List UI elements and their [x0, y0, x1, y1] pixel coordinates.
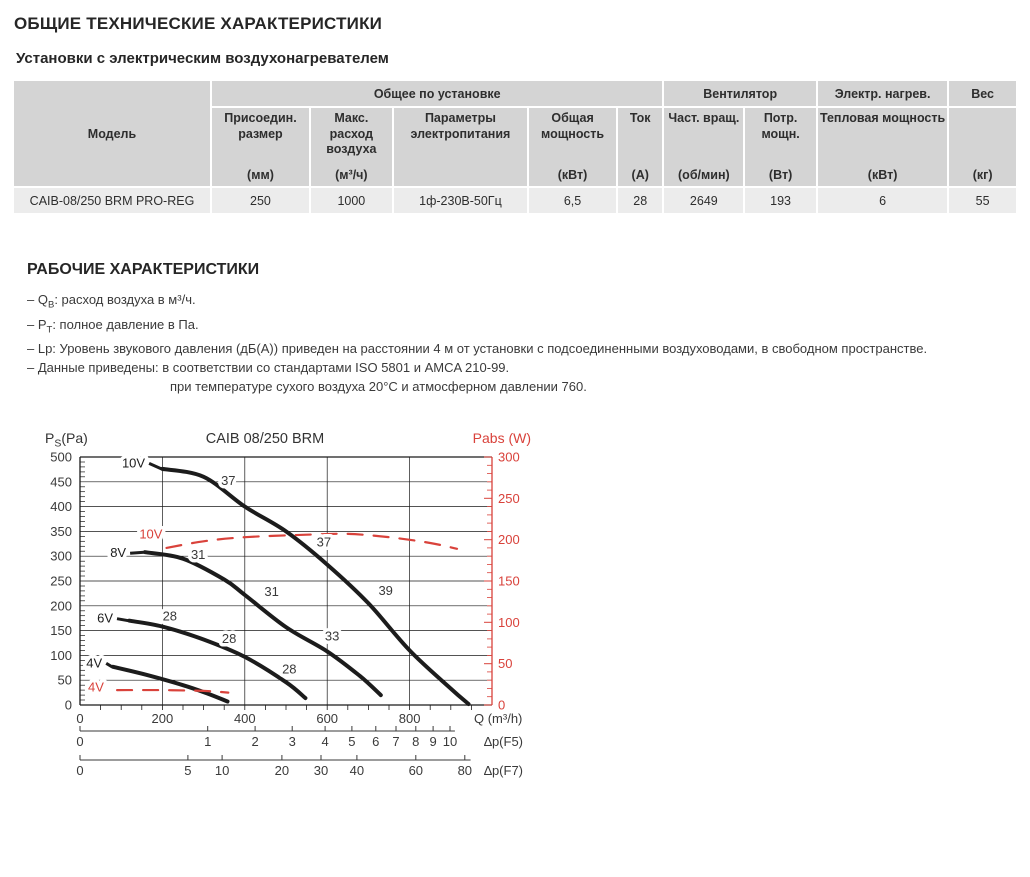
column-header-size: Присоедин. размер (мм) — [212, 108, 309, 186]
column-header-current: Ток (А) — [618, 108, 662, 186]
svg-text:300: 300 — [50, 548, 72, 564]
cell-heat-power: 6 — [818, 188, 947, 213]
cell-total-power: 6,5 — [529, 188, 616, 213]
performance-chart — [30, 424, 550, 790]
svg-text:200: 200 — [50, 598, 72, 614]
svg-text:31: 31 — [264, 583, 279, 599]
column-header-airflow: Макс. расход воздуха (м³/ч) — [311, 108, 392, 186]
svg-text:200: 200 — [498, 532, 520, 548]
cell-current: 28 — [618, 188, 662, 213]
svg-text:0: 0 — [498, 697, 506, 713]
cell-rpm: 2649 — [664, 188, 743, 213]
note-pressure: – $P_Т$: полное давление в Па. — [27, 316, 199, 336]
svg-text:28: 28 — [221, 631, 237, 646]
dp-f7-axis — [76, 755, 523, 778]
svg-text:0: 0 — [64, 697, 72, 713]
svg-text:5: 5 — [348, 734, 356, 749]
svg-text:∆p(F7): ∆p(F7) — [484, 763, 524, 778]
svg-text:28: 28 — [162, 608, 178, 624]
svg-text:4: 4 — [321, 734, 329, 749]
svg-text:250: 250 — [50, 573, 72, 589]
chart-titles — [45, 430, 531, 450]
svg-text:0: 0 — [76, 711, 84, 726]
svg-text:8V: 8V — [110, 545, 127, 561]
group-header-heater: Электр. нагрев. — [818, 81, 947, 106]
svg-text:0: 0 — [76, 734, 84, 749]
svg-text:PS(Pa): $P_S(Pa)$ — [45, 430, 88, 450]
note-sound-level: – Lp: Уровень звукового давления (дБ(А)) приведен на расстоянии 4 м от установки с подсоединенными воздуховодами, в свободном пространстве. — [27, 341, 928, 357]
notes — [27, 290, 1017, 396]
table-row — [14, 188, 1016, 213]
sound-level-labels — [163, 473, 393, 677]
svg-text:250: 250 — [498, 490, 520, 506]
svg-text:28: 28 — [282, 661, 297, 677]
svg-text:6V: 6V — [97, 610, 113, 626]
svg-text:50: 50 — [498, 656, 513, 672]
cell-consumed-power: 193 — [745, 188, 816, 213]
working-characteristics-heading: РАБОЧИЕ ХАРАКТЕРИСТИКИ — [27, 261, 260, 278]
svg-text:150: 150 — [50, 623, 72, 639]
q-axis — [76, 705, 522, 726]
cell-model: CAIB-08/250 BRM PRO-REG — [14, 188, 210, 213]
column-header-power-supply: Параметры электропитания — [394, 108, 527, 186]
group-header-fan: Вентилятор — [664, 81, 816, 106]
svg-text:37: 37 — [221, 472, 236, 488]
cell-size: 250 — [212, 188, 309, 213]
svg-text:800: 800 — [398, 711, 421, 726]
svg-text:CAIB 08/250 BRM: CAIB 08/250 BRM — [205, 431, 325, 447]
svg-text:2: 2 — [251, 734, 259, 749]
svg-text:4V: 4V — [86, 655, 103, 671]
dp-f5-axis — [76, 726, 523, 749]
svg-text:500: 500 — [50, 449, 72, 465]
cell-weight: 55 — [949, 188, 1016, 213]
column-header-total-power: Общая мощность (кВт) — [529, 108, 616, 186]
svg-text:10: 10 — [442, 734, 458, 749]
cell-airflow: 1000 — [311, 188, 392, 213]
svg-text:6: 6 — [372, 734, 380, 749]
column-header-heat-power: Тепловая мощность (кВт) — [818, 108, 947, 186]
pressure-curves — [86, 455, 468, 704]
column-header-model: Модель — [14, 81, 210, 186]
svg-text:Q (m³/h): Q (m³/h) — [474, 711, 523, 726]
note-airflow: – $Q_В$: расход воздуха в м³/ч. — [27, 292, 196, 311]
svg-text:150: 150 — [498, 573, 520, 589]
svg-text:50: 50 — [57, 672, 72, 688]
spec-table — [12, 79, 1018, 215]
svg-text:40: 40 — [349, 763, 365, 778]
svg-text:3: 3 — [288, 734, 296, 749]
svg-text:4V: 4V — [87, 679, 104, 695]
note-standards: – Данные приведены: в соответствии со стандартами ISO 5801 и AMCA 210-99. — [27, 360, 510, 376]
cell-power-supply: 1ф-230В-50Гц — [394, 188, 527, 213]
svg-text:33: 33 — [324, 628, 340, 644]
svg-text:1: 1 — [204, 734, 212, 749]
svg-text:39: 39 — [378, 582, 393, 598]
svg-text:0: 0 — [76, 763, 84, 778]
column-header-rpm: Част. вращ. (об/мин) — [664, 108, 743, 186]
svg-text:60: 60 — [408, 763, 424, 778]
svg-text:350: 350 — [50, 523, 72, 539]
svg-text:10V: 10V — [121, 455, 146, 471]
svg-text:400: 400 — [233, 711, 256, 726]
svg-text:100: 100 — [50, 647, 72, 663]
svg-text:31: 31 — [190, 547, 206, 563]
svg-text:9: 9 — [429, 734, 437, 749]
group-header-weight: Вес — [949, 81, 1016, 106]
svg-text:8: 8 — [412, 734, 420, 749]
svg-text:100: 100 — [498, 614, 520, 630]
svg-text:37: 37 — [316, 534, 332, 550]
svg-text:450: 450 — [50, 474, 72, 490]
svg-text:30: 30 — [313, 763, 329, 778]
right-axis — [484, 450, 520, 713]
svg-text:10V: 10V — [139, 526, 163, 542]
svg-text:400: 400 — [50, 499, 72, 515]
note-conditions: при температуре сухого воздуха 20°С и атмосферном давлении 760. — [170, 379, 587, 395]
svg-text:7: 7 — [392, 734, 400, 749]
group-header-general: Общее по установке — [212, 81, 662, 106]
svg-text:300: 300 — [498, 449, 520, 465]
column-header-weight-unit: (кг) — [949, 108, 1016, 186]
svg-text:5: 5 — [184, 763, 192, 778]
svg-text:10: 10 — [214, 763, 230, 778]
svg-text:∆p(F5): ∆p(F5) — [484, 734, 524, 749]
page-title: ОБЩИЕ ТЕХНИЧЕСКИЕ ХАРАКТЕРИСТИКИ — [14, 14, 383, 33]
svg-text:80: 80 — [457, 763, 473, 778]
section-subtitle: Установки с электрическим воздухонагревателем — [16, 50, 389, 67]
svg-text:600: 600 — [316, 711, 339, 726]
svg-text:20: 20 — [274, 763, 290, 778]
svg-text:Pabs (W): Pabs (W) — [472, 430, 531, 446]
svg-text:200: 200 — [151, 711, 174, 726]
column-header-consumed-power: Потр. мощн. (Вт) — [745, 108, 816, 186]
